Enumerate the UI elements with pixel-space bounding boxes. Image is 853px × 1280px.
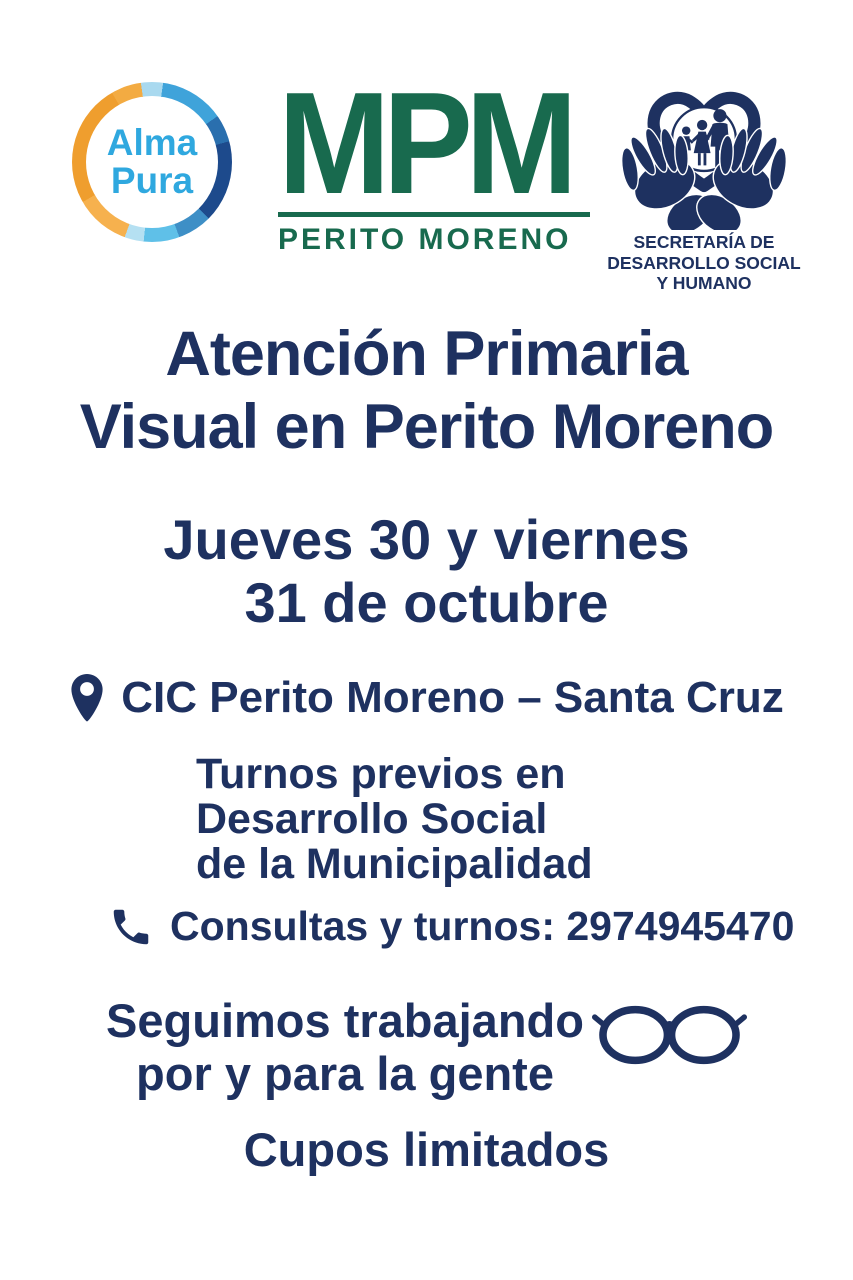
location-text: CIC Perito Moreno – Santa Cruz [121, 673, 784, 722]
alma-pura-logo [72, 82, 232, 242]
secretaria-logo [598, 66, 810, 294]
phone-icon [108, 904, 154, 950]
appointments-line-2: Desarrollo Social [196, 795, 548, 844]
alma-pura-wordmark [86, 96, 218, 228]
appointments-info [196, 752, 593, 887]
event-dates [0, 508, 853, 635]
capacity-note: Cupos limitados [243, 1123, 610, 1176]
title-line-2: Visual en Perito Moreno [79, 392, 774, 463]
alma-pura-ring-icon [72, 82, 232, 242]
hands-heart-family-icon [610, 66, 798, 230]
slogan-line-1: Seguimos trabajando [106, 994, 584, 1047]
location-pin-icon [69, 672, 105, 724]
mpm-subtitle: PERITO MORENO [278, 222, 572, 256]
secretaria-line3: Y HUMANO [656, 273, 752, 294]
alma-pura-line2: Pura [110, 160, 194, 201]
slogan [105, 994, 585, 1100]
mpm-logo [278, 62, 590, 257]
dates-line-1: Jueves 30 y viernes [163, 508, 690, 571]
glasses-icon [592, 998, 747, 1072]
phone-text: Consultas y turnos: 2974945470 [170, 903, 795, 949]
secretaria-name [598, 232, 810, 294]
slogan-line-2: por y para la gente [136, 1047, 554, 1101]
dates-line-2: 31 de octubre [244, 571, 609, 635]
appointments-line-3: de la Municipalidad [196, 840, 593, 889]
alma-pura-line1: Alma [106, 122, 198, 164]
mpm-acronym: MPM [278, 62, 571, 224]
title-line-1: Atención Primaria [165, 319, 688, 389]
page-title [0, 318, 853, 464]
appointments-line-1: Turnos previos en [196, 750, 566, 798]
secretaria-line1: SECRETARÍA DE [633, 232, 775, 252]
location-row [0, 672, 853, 724]
secretaria-line2: DESARROLLO SOCIAL [607, 252, 801, 273]
phone-row [108, 903, 794, 950]
